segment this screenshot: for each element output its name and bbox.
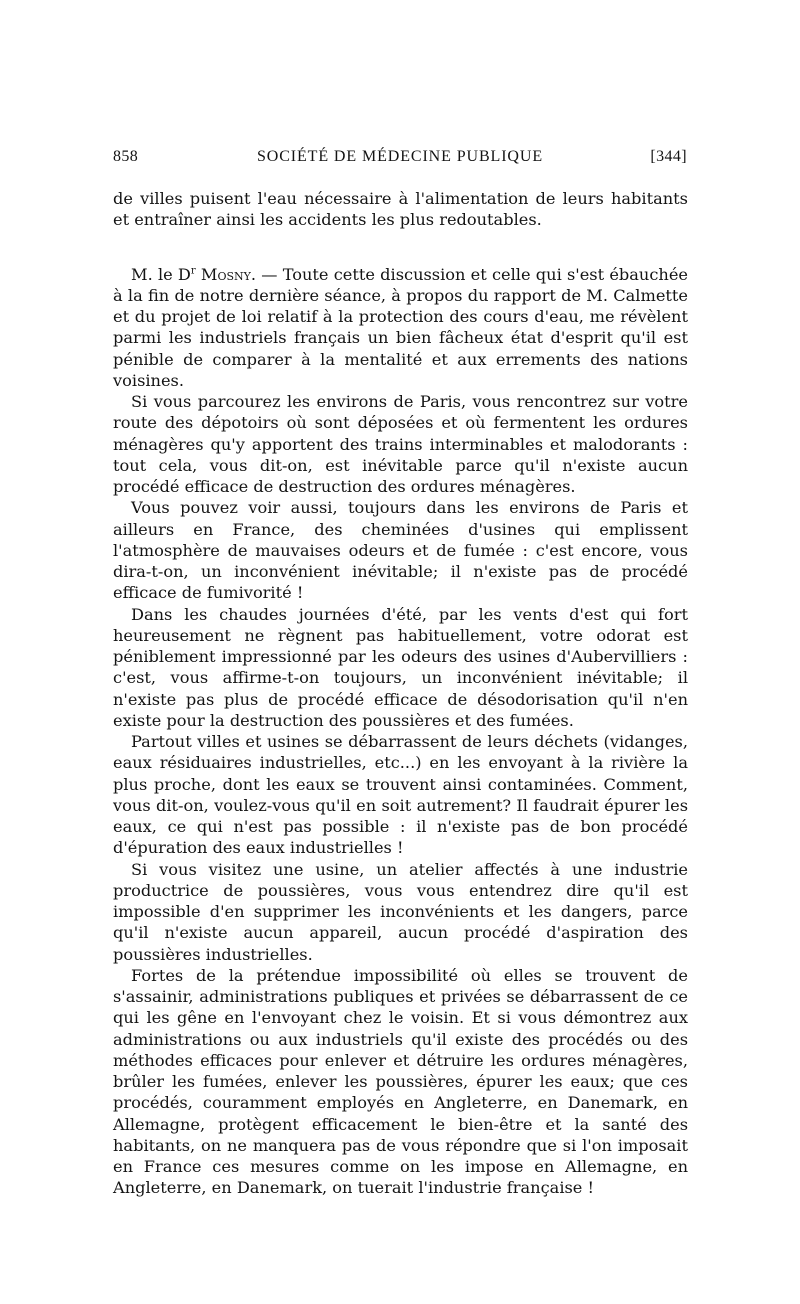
page-header <box>113 148 687 172</box>
speech-paragraph-6: Si vous visitez une usine, un atelier affectés à une industrie productrice de poussières, vous vous entendrez dire qu'il est impossible d'en supprimer les inconvénients et les dangers, parce qu'il n'existe aucun appareil, aucun procédé d'aspiration des poussières industrielles. <box>113 859 688 964</box>
paragraph-1-text: . — Toute cette discussion et celle qui s'est ébauchée à la fin de notre dernière séance, à propos du rapport de M. Calmette et du projet de loi relatif à la protection des cours d'eau, me révèlent parmi les industriels français un bien fâcheux état d'esprit qu'il est pénible de comparer à la mentalité et aux errements des nations voisines. <box>113 264 688 390</box>
speech-paragraph-4: Dans les chaudes journées d'été, par les vents d'est qui fort heureusement ne règnent pas habituellement, votre odorat est péniblement impressionné par les odeurs des usines d'Aubervilliers : c'est, vous affirme-t-on toujours, un inconvénient inévitable; il n'existe pas plus de procédé efficace de désodorisation qu'il n'en existe pour la destruction des poussières et des fumées. <box>113 604 688 730</box>
bracket-reference: [344] <box>650 148 687 165</box>
speaker-title: M. le D <box>131 264 191 284</box>
speech-paragraph-2: Si vous parcourez les environs de Paris, vous rencontrez sur votre route des dépotoirs où sont déposées et où fermentent les ordures ménagères qu'y apportent des trains interminables et malodorants : tout cela, vous dit-on, est inévitable parce qu'il n'existe aucun procédé efficace de destruction des ordures ménagères. <box>113 392 688 496</box>
page-number: 858 <box>113 148 139 165</box>
speech-paragraph-7: Fortes de la prétendue impossibilité où elles se trouvent de s'assainir, administrations publiques et privées se débarrassent de ce qui les gêne en l'envoyant chez le voisin. Et si vous démontrez aux administrations ou aux industriels qu'il existe des procédés ou des méthodes efficaces pour enlever et détruire les ordures ménagères, brûler les fumées, enlever les poussières, épurer les eaux; que ces procédés, couramment employés en Angleterre, en Danemark, en Allemagne, protègent efficacement le bien-être et la santé des habitants, on ne manquera pas de vous répondre que si l'on imposait en France ces mesures comme on les impose en Allemagne, en Angleterre, en Danemark, on tuerait l'industrie française ! <box>113 965 688 1198</box>
body-text <box>113 188 688 1199</box>
running-title: SOCIÉTÉ DE MÉDECINE PUBLIQUE <box>256 148 544 165</box>
speaker-title-superscript: r <box>190 265 196 277</box>
speaker-name: Mosny <box>200 264 251 284</box>
speech-paragraph-5: Partout villes et usines se débarrassent de leurs déchets (vidanges, eaux résiduaires industrielles, etc...) en les envoyant à la rivière la plus proche, dont les eaux se trouvent ainsi contaminées. Comment, vous dit-on, voulez-vous qu'il en soit autrement? Il faudrait épurer les eaux, ce qui n'est pas possible : il n'existe pas de bon procédé d'épuration des eaux industrielles ! <box>113 732 688 858</box>
continuation-paragraph: de villes puisent l'eau nécessaire à l'alimentation de leurs habitants et entraîner ainsi les accidents les plus redoutables. <box>113 189 688 230</box>
speech-paragraph-1 <box>113 264 688 392</box>
speech-paragraph-3: Vous pouvez voir aussi, toujours dans les environs de Paris et ailleurs en France, des cheminées d'usines qui emplissent l'atmosphère de mauvaises odeurs et de fumée : c'est encore, vous dira-t-on, un inconvénient inévitable; il n'existe pas de procédé efficace de fumivorité ! <box>113 498 688 603</box>
